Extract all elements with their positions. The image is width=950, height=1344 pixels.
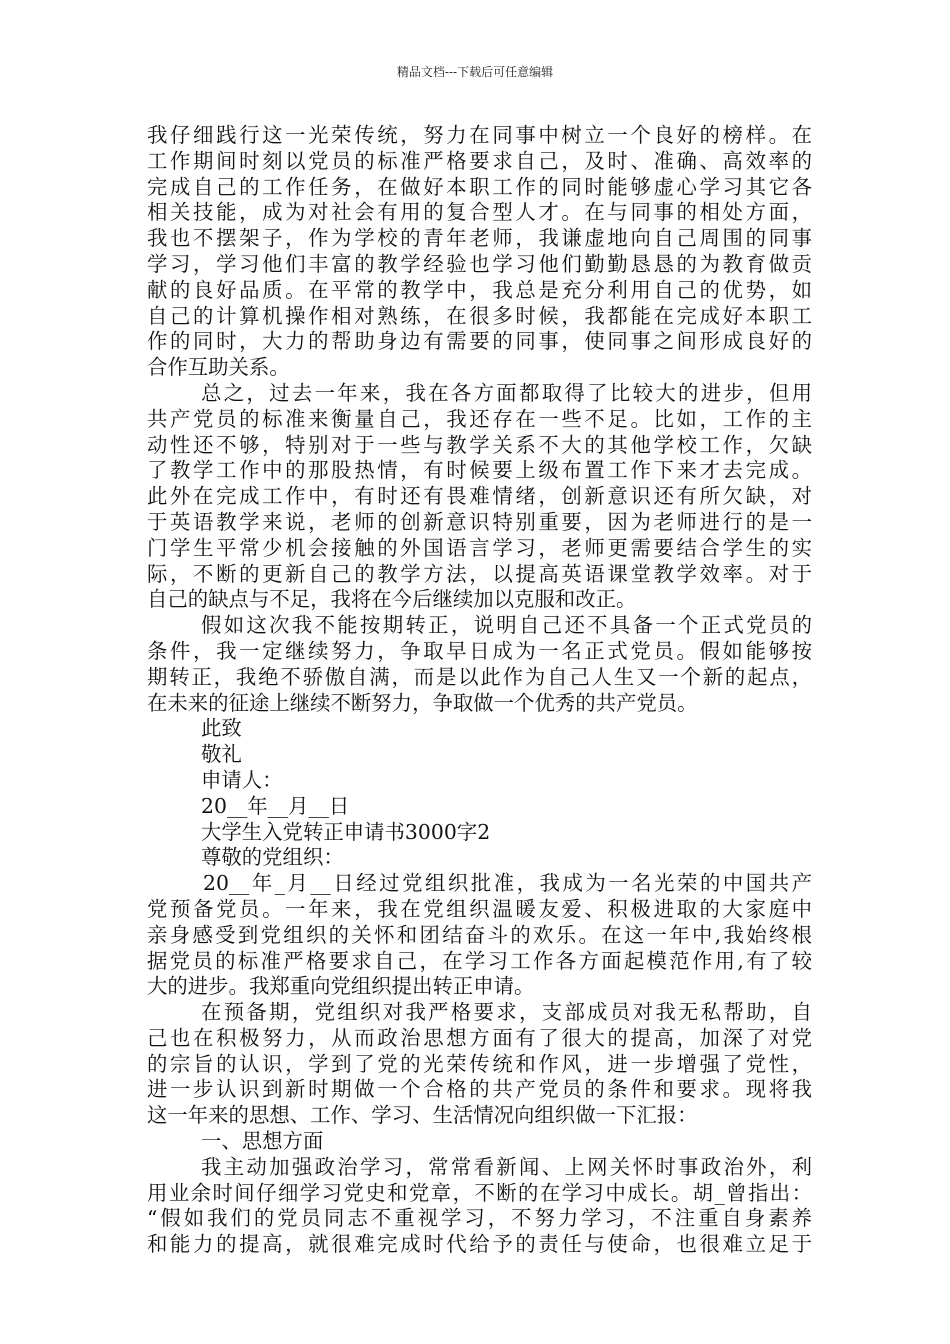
text-line: 一、思想方面 — [201, 1129, 324, 1154]
text-line: 期转正，我绝不骄傲自满，而是以此作为自己人生又一个新的起点， — [147, 664, 812, 689]
text-line: 尊敬的党组织： — [201, 845, 344, 870]
text-line: 于英语教学来说，老师的创新意识特别重要，因为老师进行的是一 — [147, 509, 812, 534]
text-line: 相关技能，成为对社会有用的复合型人才。在与同事的相处方面， — [147, 200, 812, 225]
text-line: 20__年_月__日经过党组织批准，我成为一名光荣的中国共产 — [203, 871, 812, 896]
text-line: 我也不摆架子，作为学校的青年老师，我谦虚地向自己周围的同事 — [147, 226, 812, 251]
text-line: 党预备党员。一年来，我在党组织温暖友爱、积极进取的大家庭中 — [147, 896, 812, 921]
text-line: 我仔细践行这一光荣传统，努力在同事中树立一个良好的榜样。在 — [147, 123, 812, 147]
page-header: 精品文档---下载后可任意编辑 — [396, 65, 554, 79]
text-line: 了教学工作中的那股热情，有时候要上级布置工作下来才去完成。 — [147, 458, 812, 483]
text-line: 共产党员的标准来衡量自己，我还存在一些不足。比如，工作的主 — [147, 406, 812, 431]
text-line: 大学生入党转正申请书3000字2 — [201, 819, 491, 844]
text-line: 己也在积极努力，从而政治思想方面有了很大的提高，加深了对党 — [147, 1025, 812, 1050]
text-line: 此致 — [201, 716, 242, 741]
text-line: 的宗旨的认识，学到了党的光荣传统和作风，进一步增强了党性， — [147, 1051, 812, 1076]
document-body — [147, 123, 812, 1258]
text-line: 在预备期，党组织对我严格要求，支部成员对我无私帮助，自 — [201, 1000, 812, 1025]
text-line: 学习，学习他们丰富的教学经验也学习他们勤勤恳恳的为教育做贡 — [147, 251, 812, 276]
text-line: 总之，过去一年来，我在各方面都取得了比较大的进步，但用 — [201, 380, 812, 405]
text-line: 动性还不够，特别对于一些与教学关系不大的其他学校工作，欠缺 — [147, 432, 812, 457]
text-line: 大的进步。我郑重向党组织提出转正申请。 — [147, 974, 535, 999]
text-line: 门学生平常少机会接触的外国语言学习，老师更需要结合学生的实 — [147, 535, 812, 560]
text-line: 敬礼 — [201, 742, 242, 767]
text-line: 我主动加强政治学习，常常看新闻、上网关怀时事政治外，利 — [201, 1154, 812, 1179]
text-line: 自己的缺点与不足，我将在今后继续加以克服和改正。 — [147, 587, 637, 612]
text-line: 合作互助关系。 — [147, 355, 290, 380]
text-line: “假如我们的党员同志不重视学习，不努力学习，不注重自身素养 — [147, 1206, 812, 1231]
text-line: 际，不断的更新自己的教学方法，以提高英语课堂教学效率。对于 — [147, 561, 812, 586]
text-line: 工作期间时刻以党员的标准严格要求自己，及时、准确、高效率的 — [147, 148, 812, 173]
text-line: 在未来的征途上继续不断努力，争取做一个优秀的共产党员。 — [147, 690, 698, 715]
text-line: 20__年__月__日 — [201, 793, 350, 818]
text-line: 假如这次我不能按期转正，说明自己还不具备一个正式党员的 — [201, 613, 812, 638]
text-line: 作的同时，大力的帮助身边有需要的同事，使同事之间形成良好的 — [147, 329, 812, 354]
text-line: 亲身感受到党组织的关怀和团结奋斗的欢乐。在这一年中,我始终根 — [147, 922, 812, 947]
text-line: 此外在完成工作中，有时还有畏难情绪，创新意识还有所欠缺，对 — [147, 484, 812, 509]
text-line: 申请人： — [201, 767, 283, 792]
text-line: 据党员的标准严格要求自己，在学习工作各方面起模范作用,有了较 — [147, 948, 812, 973]
text-line: 条件，我一定继续努力，争取早日成为一名正式党员。假如能够按 — [147, 638, 812, 663]
text-line: 完成自己的工作任务，在做好本职工作的同时能够虚心学习其它各 — [147, 174, 812, 199]
text-line: 这一年来的思想、工作、学习、生活情况向组织做一下汇报： — [147, 1103, 698, 1128]
text-line: 献的良好品质。在平常的教学中，我总是充分利用自己的优势，如 — [147, 277, 812, 302]
text-line: 用业余时间仔细学习党史和党章，不断的在学习中成长。胡_曾指出： — [147, 1180, 812, 1205]
text-line: 进一步认识到新时期做一个合格的共产党员的条件和要求。现将我 — [147, 1077, 812, 1102]
text-line: 和能力的提高，就很难完成时代给予的责任与使命，也很难立足于 — [147, 1232, 812, 1257]
text-line: 自己的计算机操作相对熟练，在很多时候，我都能在完成好本职工 — [147, 303, 812, 328]
